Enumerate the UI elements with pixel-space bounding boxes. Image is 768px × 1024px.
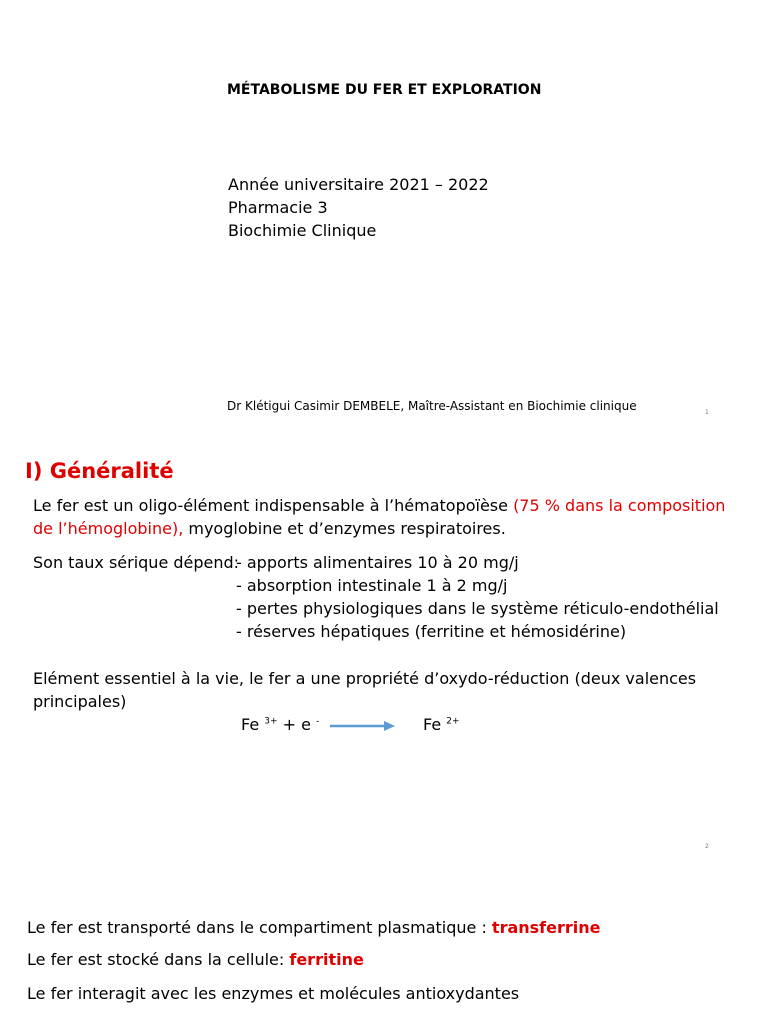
fe2-charge: 2+: [446, 716, 460, 727]
slide-transport: [0, 864, 768, 1024]
equation-right: [423, 715, 460, 734]
document-title: MÉTABOLISME DU FER ET EXPLORATION: [227, 82, 542, 98]
academic-year: Année universitaire 2021 – 2022: [228, 175, 489, 194]
transport-line: [27, 918, 601, 937]
slide-generalite: [0, 432, 768, 864]
program-level: Pharmacie 3: [228, 198, 328, 217]
electron-charge: -: [316, 716, 320, 727]
ferritine-term: ferritine: [289, 950, 364, 969]
fe2-symbol: Fe: [423, 715, 442, 734]
p1-text-b: myoglobine et d’enzymes respiratoires.: [183, 519, 506, 538]
paragraph-redox: Elément essentiel à la vie, le fer a une propriété d’oxydo-réduction (deux valences principales): [33, 669, 697, 711]
slide-title: [0, 0, 768, 432]
transport-text: Le fer est transporté dans le compartiment plasmatique :: [27, 918, 492, 937]
fe3-charge: 3+: [264, 716, 278, 727]
list-item: - pertes physiologiques dans le système réticulo-endothélial: [236, 599, 719, 618]
reaction-arrow-icon: [330, 720, 396, 732]
page-number: 1: [705, 409, 709, 416]
course-name: Biochimie Clinique: [228, 221, 377, 240]
page-number: 2: [705, 843, 709, 850]
list-item: - réserves hépatiques (ferritine et hémosidérine): [236, 622, 627, 641]
list-item: - apports alimentaires 10 à 20 mg/j: [236, 553, 519, 572]
p1-highlight: (75 % dans la composition de l’hémoglobine),: [33, 496, 726, 538]
storage-text: Le fer est stocké dans la cellule:: [27, 950, 290, 969]
list-item: - absorption intestinale 1 à 2 mg/j: [236, 576, 508, 595]
serum-level-lead: Son taux sérique dépend:: [33, 553, 240, 572]
fe3-symbol: Fe: [241, 715, 260, 734]
p1-text-a: Le fer est un oligo-élément indispensable à l’hématopoïèse: [33, 496, 514, 515]
electron-plus: + e: [277, 715, 311, 734]
section-heading: I) Généralité: [25, 459, 174, 483]
author-line: Dr Klétigui Casimir DEMBELE, Maître-Assistant en Biochimie clinique: [227, 399, 637, 413]
antioxidant-line: Le fer interagit avec les enzymes et molécules antioxydantes: [27, 984, 520, 1003]
storage-line: [27, 950, 364, 969]
equation-left: [241, 715, 319, 734]
paragraph-hematopoiese: [33, 494, 733, 540]
transferrine-term: transferrine: [491, 918, 601, 937]
